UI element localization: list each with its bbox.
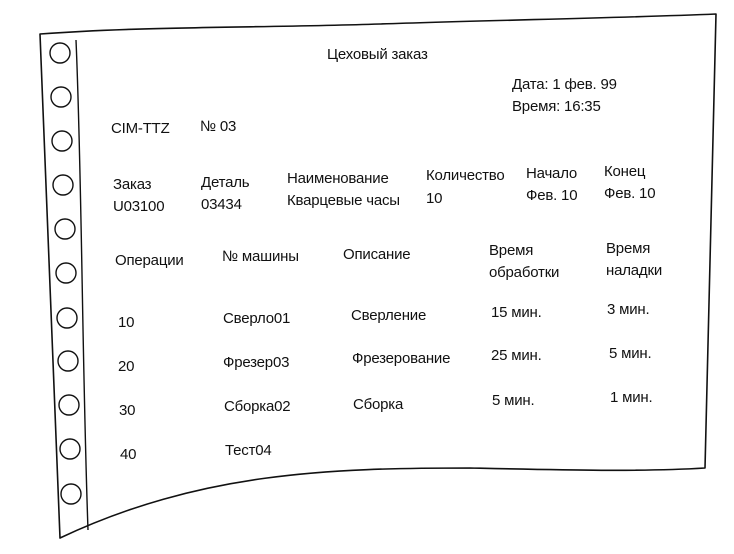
feed-hole [50, 43, 70, 63]
col-description: Описание [343, 246, 411, 263]
label-quantity: Количество [426, 167, 505, 184]
value-part: 03434 [201, 196, 242, 213]
value-quantity: 10 [426, 190, 443, 207]
date-line: Дата: 1 фев. 99 [512, 76, 617, 93]
row-3-op: 30 [119, 402, 136, 419]
feed-hole [59, 395, 79, 415]
value-order: U03100 [113, 198, 165, 215]
time-line: Время: 16:35 [512, 98, 601, 115]
row-1-op: 10 [118, 314, 135, 331]
row-2-setup: 5 мин. [609, 345, 652, 362]
feed-hole [58, 351, 78, 371]
order-number: № 03 [200, 118, 237, 135]
label-start: Начало [526, 165, 578, 182]
system-code: CIM-TTZ [111, 120, 170, 137]
feed-hole [57, 308, 77, 328]
label-name: Наименование [287, 170, 389, 187]
value-end: Фев. 10 [604, 185, 656, 202]
col-operations: Операции [115, 252, 184, 269]
feed-hole [56, 263, 76, 283]
value-start: Фев. 10 [526, 187, 578, 204]
feed-hole [52, 131, 72, 151]
row-3-processing: 5 мин. [492, 392, 535, 409]
label-part: Деталь [201, 174, 250, 191]
row-3-setup: 1 мин. [610, 389, 653, 406]
row-2-machine: Фрезер03 [223, 354, 290, 371]
perforation-divider [76, 40, 88, 530]
row-1-machine: Сверло01 [223, 310, 291, 327]
feed-hole [60, 439, 80, 459]
row-2-processing: 25 мин. [491, 347, 542, 364]
tractor-feed-holes [50, 43, 81, 504]
col-processing-line1: Время [489, 242, 534, 259]
feed-hole [51, 87, 71, 107]
row-2-op: 20 [118, 358, 135, 375]
row-4-op: 40 [120, 446, 137, 463]
row-4-machine: Тест04 [225, 442, 272, 459]
row-1-description: Сверление [351, 307, 427, 324]
value-name: Кварцевые часы [287, 192, 400, 209]
col-setup-line1: Время [606, 240, 651, 257]
col-setup-line2: наладки [606, 262, 663, 279]
feed-hole [53, 175, 73, 195]
feed-hole [61, 484, 81, 504]
document-title: Цеховый заказ [327, 46, 428, 63]
row-3-machine: Сборка02 [224, 398, 291, 415]
label-order: Заказ [113, 176, 152, 193]
col-processing-line2: обработки [489, 264, 560, 281]
label-end: Конец [604, 163, 646, 180]
row-1-processing: 15 мин. [491, 304, 542, 321]
feed-hole [55, 219, 75, 239]
col-machine: № машины [222, 248, 299, 265]
row-2-description: Фрезерование [352, 350, 451, 367]
row-3-description: Сборка [353, 396, 404, 413]
row-1-setup: 3 мин. [607, 301, 650, 318]
